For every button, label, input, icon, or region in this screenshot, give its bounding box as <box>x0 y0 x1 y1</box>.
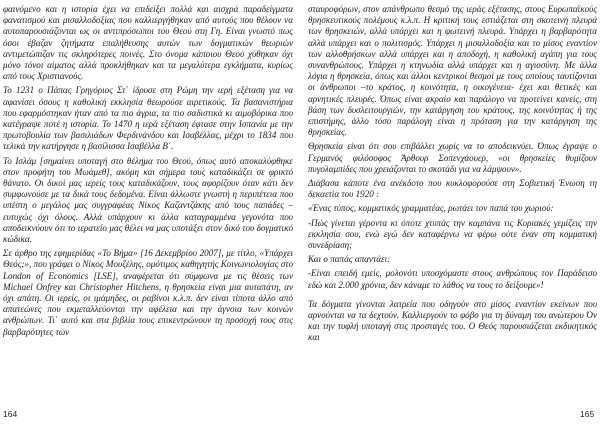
right-paragraph-8: Τα δόγματα γίνονται λατρεία που οδηγούν στο μίσος εναντίον εκείνων που αρνούνται να τα δεχτούν. Καλλιεργούν το φόβο για τη δύναμη του ανώτερου Όν και την τυφλή υποταγή στις προσταγές του. Ο Θεός παρουσιάζεται εκδικητικός και <box>308 298 597 343</box>
right-paragraph-2: Θρησκεία είναι ότι σου επιβάλλει χωρίς να το αποδεικνύει. Όπως έγραψε ο Γερμανός φιλόσοφος Άρθουρ Σοπενχάουερ, «οι θρησκείες θυμίζουν πυγολαμπίδες που χρειάζονται το σκοτάδι για να λάμψουν». <box>308 141 597 174</box>
left-paragraph-2: Το 1231 ο Πάπας Γρηγόριος Στ΄ ίδρυσε στη Ρώμη την ιερή εξέταση για να αφανίσει όσους η καθολική εκκλησία θεωρούσε αιρετικούς. Τα βασανιστήρια που εφαρμόστηκαν ήταν από τα πιο άγρια, τα πιο σαδιστικά κι αιμοβόρικα που κατέγραψε ποτέ η ιστορία. Το 1470 η ιερά εξέταση έφτασε στην Ισπανία με την πρωτοβουλία των βασιλιάδων Φερδινάνδου και Ισαβέλλας, μέχρι το 1834 που τελικά την κατήργησε η βασίλισσα Ισαβέλλα Β΄. <box>3 85 293 152</box>
right-paragraph-5: -Πώς γίνεται γέροντα κι όποτε χτυπάς την καμπάνα τις Κυριακές γεμίζεις την εκκλησία σου, ενώ εγώ δεν καταφέρνω να φέρω ούτε έναν στη κομματική συνεδρίαση; <box>308 217 597 251</box>
left-page <box>3 4 293 412</box>
page-number-left: 164 <box>3 409 18 419</box>
right-page <box>308 4 597 412</box>
right-paragraph-6: Και ο παπάς απαντάει: <box>308 254 391 265</box>
right-paragraph-1: σταυροφόρων, στον απάνθρωπο θεσμό της ιεράς εξέτασης, στους Ευρωπαϊκούς θρησκευτικούς πολέμους κ.λ.π. Η κριτική τους εστιάζεται στη σκοτεινή πλευρά των θρησκειών, αλλά υπάρχει και η φωτεινή πλευρά. Υπάρχει η βαρβαρότητα αλλά υπάρχει και ο πολιτισμός. Υπάρχει η μισαλλοδοξία και το μίσος εναντίον των αλλοθρήσκων αλλά υπάρχει και η αποδοχή, η καθολική αγάπη για τους συνανθρώπους. Υπάρχει η κτηνωδία αλλά υπάρχει και η αγιοσύνη. Με άλλα λόγια η θρησκεία, όπως και άλλοι κεντρικοί θεσμοί με τους οποίους ταυτίζονται οι άνθρωποι –το κράτος, η κοινότητα, η οικογένεια- έχει και θετικές και αρνητικές πλευρές. Όπως είναι ακραίο και παράλογο να προτείνει κανείς, στη βάση των δυσλειτουργιών, την κατάργηση του κράτους, της κοινότητας ή της επιστήμης, άλλο τόσο παράλογη είναι η πρόταση για την κατάργηση της θρησκείας. <box>308 4 597 138</box>
right-paragraph-4: «Ένας τύπος, κομματικός γραμματέας, ρωτάει τον παπά του χωριού: <box>308 203 554 214</box>
left-paragraph-3: Το Ισλάμ [σημαίνει υποταγή στο θέλημα του Θεού, όπως αυτό αποκαλύφθηκε στον προφήτη του Μωάμεθ], ακόμη και σήμερα τους καταδικάζει σε φρικτό θάνατο. Οι δικοί μας ιερείς τους καταδικάζουν, τους αφορίζουν όταν κάτι δεν συμφωνούσε με τα δικά τους δεδομένα. Είναι άλλωστε γνωστή η περιπέτεια που υπέστη ο μεγάλος μας συγγραφέας Νίκος Καζαντζάκης από τους παπάδες –ευτυχώς όχι όλους. Αλλά υπάρχουν κι άλλα καταγραμμένα γεγονότα που αποδεικνύουν ότι το ιερατείο μας θέλει να μας υποτάξει στον δικό του δογματικό κώδικα. <box>3 155 293 245</box>
right-paragraph-7: -Είναι επειδή εμείς, μολονότι υποσχόμαστε στους ανθρώπους τον Παράδεισο εδώ και 2.000 χρόνια, δεν κάναμε το λάθος να τους το δείξουμε»! <box>308 268 597 290</box>
right-paragraph-3: Διάβασα κάποτε ένα ανέκδοτο που κυκλοφορούσε στη Σοβιετική Ένωση τη δεκαετία του 1920 : <box>308 178 597 200</box>
left-paragraph-1: φαινόμενο και η ιστορία έχει να επιδείξει πολλά και αισχρά παραδείγματα φανατισμού και μισαλλοδοξίας που καλλιεργήθηκαν από αυτούς που θέλουν να αυτοπαρουσιάζονται ως οι αντιπρόσωποι του Θεού στη Γη. Είναι γνωστό πως όσοι έβαζαν ζητήματα επαλήθευσης αυτών των δογματικών θεωριών αντιμετώπιζαν τις σκληρότερες ποινές. Στο όνομα κάποιου Θεού χύθηκαν όχι μόνο τόνοι αίματος αλλά προκλήθηκαν και τα μεγαλύτερα εγκλήματα, κυρίως από τους Χριστιανούς. <box>3 4 293 82</box>
left-paragraph-4: Σε άρθρο της εφημερίδας «Το Βήμα» [16 Δεκεμβρίου 2007], με τίτλο, «Υπάρχει Θεός;», που γράφει ο Νίκος Μουζέλης, ομότιμος καθηγητής Κοινωνιολογίας στο London of Economics [LSE], αναφέρεται ότι σύμφωνα με τις θέσεις των Michael Onfrey και Christopher Hitchens, η θρησκεία είναι μια αυταπάτη, αν όχι απάτη. Οι ιερείς, οι ιμάμηδες, οι ραβίνοι κ.λ.π. δεν είναι τίποτα άλλο από απατεώνες που εκμεταλλεύονται την αφέλεια και την άγνοια των κοινών ανθρώπων. Τι΄ αυτό και στα βιβλία τους επικεντρώνουν τη προσοχή τους στις βαρβαρότητες των <box>3 248 293 337</box>
page-number-right: 165 <box>580 409 595 419</box>
